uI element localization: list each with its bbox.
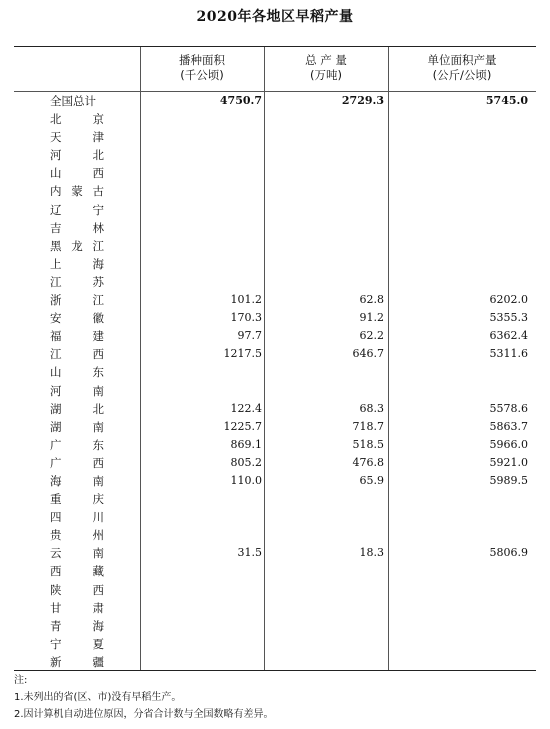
total-output-value: 91.2	[359, 311, 384, 325]
sown-area-value: 31.5	[237, 546, 262, 560]
table-row	[14, 219, 536, 237]
yield-per-hectare-value: 6362.4	[489, 329, 528, 343]
region-name: 河 南	[50, 383, 104, 398]
region-name: 新 疆	[50, 654, 104, 669]
sown-area-value: 101.2	[230, 293, 262, 307]
table-row	[14, 182, 536, 200]
table-row	[14, 110, 536, 128]
region-name: 浙 江	[50, 293, 104, 308]
table-body	[14, 92, 536, 671]
region-name: 甘 肃	[50, 600, 104, 615]
region-name: 湖 南	[50, 419, 104, 434]
sown-area-value: 170.3	[230, 311, 262, 325]
sown-area-value: 4750.7	[219, 94, 262, 107]
table-row	[14, 617, 536, 635]
sown-area-value: 110.0	[230, 473, 262, 487]
total-output-value: 65.9	[359, 473, 384, 487]
region-name: 广 西	[50, 455, 104, 470]
yield-per-hectare-value: 5806.9	[489, 546, 528, 560]
table-row-total	[14, 92, 536, 110]
table-row	[14, 418, 536, 436]
region-name: 山 东	[50, 365, 104, 380]
footnote-label: 注:	[14, 675, 28, 686]
table-row	[14, 581, 536, 599]
total-output-value: 518.5	[352, 437, 384, 451]
region-name: 天 津	[50, 130, 104, 145]
yield-per-hectare-value: 5921.0	[489, 455, 528, 469]
total-output-value: 718.7	[352, 419, 384, 433]
table-row	[14, 508, 536, 526]
table-row	[14, 544, 536, 562]
total-output-value: 62.8	[359, 293, 384, 307]
table-row	[14, 490, 536, 508]
table-row	[14, 146, 536, 164]
footnotes	[14, 672, 274, 723]
region-name: 陕 西	[50, 582, 104, 597]
region-name: 西 藏	[50, 564, 104, 579]
table-row	[14, 237, 536, 255]
region-name: 全国总计	[50, 94, 96, 108]
table-row	[14, 363, 536, 381]
table-row	[14, 309, 536, 327]
table-row	[14, 653, 536, 671]
sown-area-value: 122.4	[230, 401, 262, 415]
yield-per-hectare-value: 5355.3	[489, 311, 528, 325]
column-header-label: 单位面积产量	[427, 53, 497, 67]
column-header-area	[140, 53, 264, 83]
table-row	[14, 128, 536, 146]
footnote-line: 2.因计算机自动进位原因，分省合计数与全国数略有差异。	[14, 709, 274, 720]
total-output-value: 646.7	[352, 347, 384, 361]
table-row	[14, 599, 536, 617]
table-row	[14, 454, 536, 472]
sown-area-value: 1217.5	[223, 347, 262, 361]
region-name: 青 海	[50, 618, 104, 633]
table-row	[14, 400, 536, 418]
column-header-unit: (千公顷)	[180, 68, 224, 82]
region-name: 江 苏	[50, 274, 104, 289]
table-row	[14, 526, 536, 544]
yield-per-hectare-value: 5863.7	[489, 419, 528, 433]
table-row	[14, 255, 536, 273]
region-name: 福 建	[50, 329, 104, 344]
region-name: 四 川	[50, 510, 104, 525]
footnote-line: 1.未列出的省(区、市)没有早稻生产。	[14, 692, 182, 703]
table-row	[14, 201, 536, 219]
yield-per-hectare-value: 5989.5	[489, 473, 528, 487]
region-name: 北 京	[50, 112, 104, 127]
sown-area-value: 805.2	[230, 455, 262, 469]
column-header-label: 总 产 量	[305, 53, 347, 67]
table-row	[14, 472, 536, 490]
sown-area-value: 869.1	[230, 437, 262, 451]
region-name: 湖 北	[50, 401, 104, 416]
table-row	[14, 382, 536, 400]
table-row	[14, 164, 536, 182]
region-name: 内 蒙 古	[50, 184, 104, 199]
table-row	[14, 562, 536, 580]
total-output-value: 2729.3	[341, 94, 384, 107]
column-header-unit: (公斤/公顷)	[432, 68, 492, 82]
sown-area-value: 97.7	[237, 329, 262, 343]
region-name: 河 北	[50, 148, 104, 163]
table-row	[14, 327, 536, 345]
yield-per-hectare-value: 5311.6	[489, 347, 528, 361]
region-name: 重 庆	[50, 492, 104, 507]
sown-area-value: 1225.7	[223, 419, 262, 433]
table-row	[14, 635, 536, 653]
region-name: 黑 龙 江	[50, 238, 104, 253]
total-output-value: 476.8	[352, 455, 384, 469]
total-output-value: 68.3	[359, 401, 384, 415]
total-output-value: 62.2	[359, 329, 384, 343]
data-table	[14, 46, 536, 671]
table-row	[14, 273, 536, 291]
yield-per-hectare-value: 5966.0	[489, 437, 528, 451]
column-header-label: 播种面积	[179, 53, 225, 67]
region-name: 江 西	[50, 347, 104, 362]
yield-per-hectare-value: 5745.0	[485, 94, 528, 107]
total-output-value: 18.3	[359, 546, 384, 560]
table-row	[14, 345, 536, 363]
region-name: 宁 夏	[50, 636, 104, 651]
page-title: 2020年各地区早稻产量	[196, 9, 354, 25]
region-name: 安 徽	[50, 311, 104, 326]
region-name: 贵 州	[50, 528, 104, 543]
region-name: 上 海	[50, 256, 104, 271]
region-name: 吉 林	[50, 220, 104, 235]
column-header-output	[264, 53, 388, 83]
region-name: 广 东	[50, 437, 104, 452]
column-header-unit: (万吨)	[310, 68, 342, 82]
region-name: 山 西	[50, 166, 104, 181]
region-name: 云 南	[50, 546, 104, 561]
yield-per-hectare-value: 6202.0	[489, 293, 528, 307]
yield-per-hectare-value: 5578.6	[489, 401, 528, 415]
region-name: 海 南	[50, 473, 104, 488]
table-row	[14, 436, 536, 454]
region-name: 辽 宁	[50, 202, 104, 217]
column-header-yield	[388, 53, 536, 83]
table-row	[14, 291, 536, 309]
